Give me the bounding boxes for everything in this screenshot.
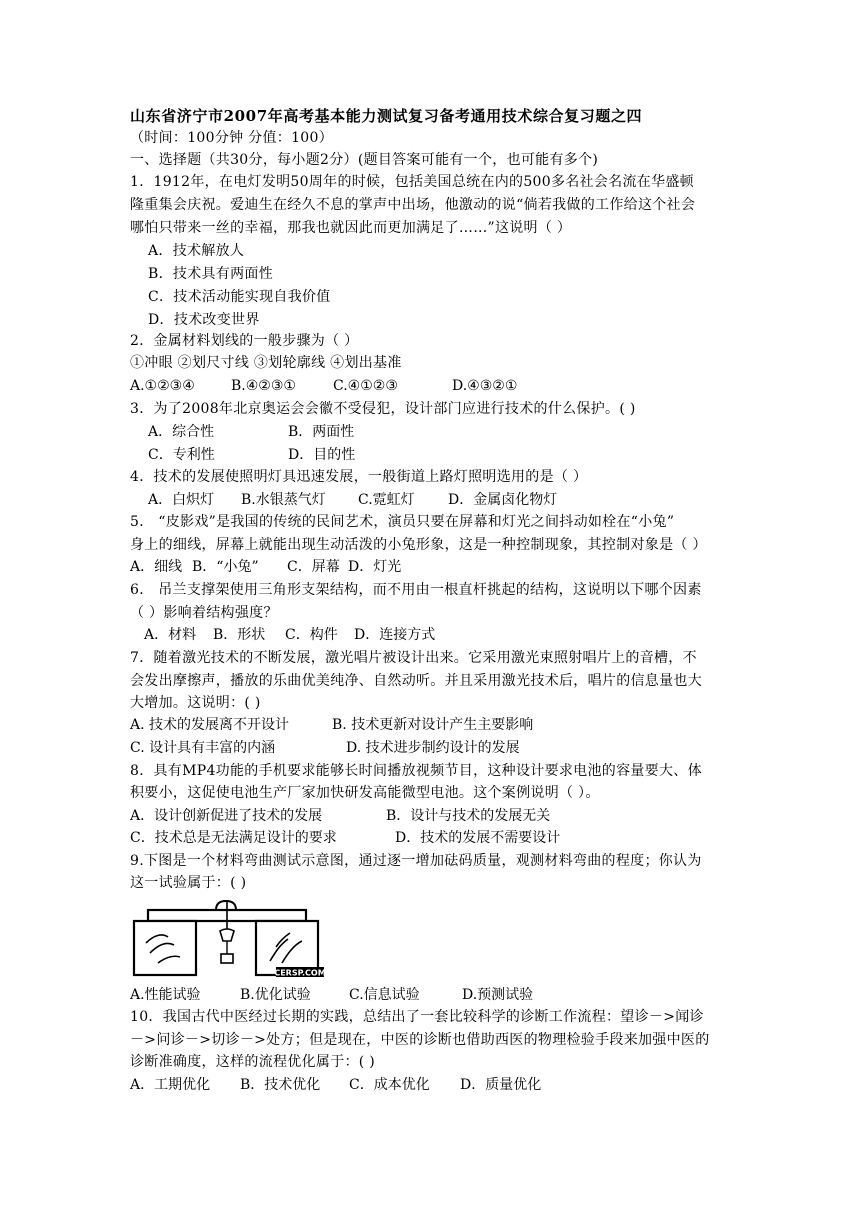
question-stem: －>问诊－>切诊－>处方；但是现在，中医的诊断也借助西医的物理检验手段来加强中医的 xyxy=(130,1032,710,1048)
question-stem: 哪怕只带来一丝的幸福，那我也就因此而更加满足了……”这说明（ ） xyxy=(130,220,572,236)
option-d: D．技术改变世界 xyxy=(148,312,260,328)
option-c: C．技术总是无法满足设计的要求 xyxy=(130,830,337,846)
option-c: C.霓虹灯 xyxy=(358,492,415,508)
option-c: C．屏幕 xyxy=(287,559,340,575)
option-b: B. 技术更新对设计产生主要影响 xyxy=(332,717,534,733)
option-c: C．成本优化 xyxy=(349,1077,430,1093)
option-a: A. 技术的发展离不开设计 xyxy=(130,717,290,733)
section-heading: 一、选择题（共30分，每小题2分）(题目答案可能有一个，也可能有多个) xyxy=(130,152,599,168)
question-stem: 10．我国古代中医经过长期的实践，总结出了一套比较科学的诊断工作流程：望诊－>闻诊 xyxy=(130,1009,704,1025)
left-support xyxy=(134,921,196,975)
option-d: D. 技术进步制约设计的发展 xyxy=(346,740,520,756)
option-a: A.①②③④ xyxy=(130,378,195,394)
option-a: A．技术解放人 xyxy=(148,243,245,259)
option-a: A．设计创新促进了技术的发展 xyxy=(130,808,323,824)
question-stem: 身上的细线，屏幕上就能出现生动活泼的小兔形象，这是一种控制现象，其控制对象是（ ） xyxy=(130,537,707,553)
option-c: C.信息试验 xyxy=(349,987,420,1003)
option-a: A．材料 xyxy=(144,627,197,643)
option-b: B．“小兔” xyxy=(192,559,259,575)
option-d: D．连接方式 xyxy=(354,627,436,643)
hanging-strap xyxy=(216,901,236,910)
weight-block xyxy=(221,954,233,963)
question-stem: 8．具有MP4功能的手机要求能够长时间播放视频节目，这种设计要求电池的容量要大、体 xyxy=(130,763,702,779)
question-stem: 9.下图是一个材料弯曲测试示意图，通过逐一增加砝码质量，观测材料弯曲的程度；你认为 xyxy=(130,853,702,869)
question-stem: 会发出摩擦声，播放的乐曲优美纯净、自然动听。并且采用激光技术后，唱片的信息量也大 xyxy=(130,673,702,689)
document-title: 山东省济宁市2007年高考基本能力测试复习备考通用技术综合复习题之四 xyxy=(130,107,643,125)
option-c: C．专利性 xyxy=(148,447,215,463)
question-stem: 2．金属材料划线的一般步骤为（ ） xyxy=(130,333,359,349)
option-d: D．质量优化 xyxy=(460,1077,542,1093)
option-a: A．工期优化 xyxy=(130,1077,211,1093)
option-c: C. 设计具有丰富的内涵 xyxy=(130,740,276,756)
option-b: B.④②③① xyxy=(231,378,296,394)
question-stem: 1．1912年，在电灯发明50周年的时候，包括美国总统在内的500多名社会名流在华盛顿 xyxy=(130,174,694,190)
option-d: D．技术的发展不需要设计 xyxy=(395,830,561,846)
question-stem: 大增加。这说明：( ) xyxy=(130,695,261,711)
question-stem: 3．为了2008年北京奥运会会徽不受侵犯，设计部门应进行技术的什么保护。( ) xyxy=(130,401,636,417)
option-b: B．技术优化 xyxy=(240,1077,321,1093)
bending-test-diagram xyxy=(130,899,326,979)
option-b: B.优化试验 xyxy=(240,987,311,1003)
option-c: C．构件 xyxy=(285,627,338,643)
option-c: C.④①②③ xyxy=(333,378,398,394)
right-support xyxy=(256,921,318,975)
option-d: D．灯光 xyxy=(348,559,402,575)
question-stem: 积要小，这促使电池生产厂家加快研发高能微型电池。这个案例说明（ ）。 xyxy=(130,785,600,801)
option-a: A．细线 xyxy=(130,559,183,575)
step-list: ①冲眼 ②划尺寸线 ③划轮廓线 ④划出基准 xyxy=(130,355,402,371)
option-b: B.水银蒸气灯 xyxy=(241,492,326,508)
question-stem: 4．技术的发展使照明灯具迅速发展，一般街道上路灯照明选用的是（ ） xyxy=(130,469,588,485)
question-stem: 隆重集会庆祝。爱迪生在经久不息的掌声中出场，他激动的说“倘若我做的工作给这个社会 xyxy=(130,197,696,213)
option-d: D．目的性 xyxy=(288,447,356,463)
question-stem: （ ）影响着结构强度？ xyxy=(130,605,278,621)
option-d: D.④③②① xyxy=(452,378,518,394)
question-stem: 6． 吊兰支撑架使用三角形支架结构，而不用由一根直杆挑起的结构，这说明以下哪个因素 xyxy=(130,582,702,598)
option-a: A.性能试验 xyxy=(130,987,201,1003)
option-b: B．技术具有两面性 xyxy=(148,266,273,282)
option-b: B．形状 xyxy=(213,627,266,643)
question-stem: 5． “皮影戏”是我国的传统的民间艺术，演员只要在屏幕和灯光之间抖动如栓在“小兔” xyxy=(130,514,675,530)
option-d: D.预测试验 xyxy=(462,987,534,1003)
option-c: C．技术活动能实现自我价值 xyxy=(148,289,331,305)
option-b: B．设计与技术的发展无关 xyxy=(386,808,551,824)
question-stem: 诊断准确度，这样的流程优化属于：( ) xyxy=(130,1054,376,1070)
option-d: D．金属卤化物灯 xyxy=(448,492,558,508)
question-stem: 7．随着激光技术的不断发展，激光唱片被设计出来。它采用激光束照射唱片上的音槽，不 xyxy=(130,650,697,666)
option-b: B．两面性 xyxy=(288,424,355,440)
weight-hook xyxy=(220,929,234,941)
exam-meta: （时间：100分钟 分值：100） xyxy=(130,130,333,146)
question-stem: 这一试验属于：( ) xyxy=(130,875,247,891)
watermark-text: CERSP.COM xyxy=(274,968,326,978)
option-a: A．白炽灯 xyxy=(148,492,215,508)
option-a: A．综合性 xyxy=(148,424,215,440)
bending-test-figure xyxy=(130,899,326,979)
